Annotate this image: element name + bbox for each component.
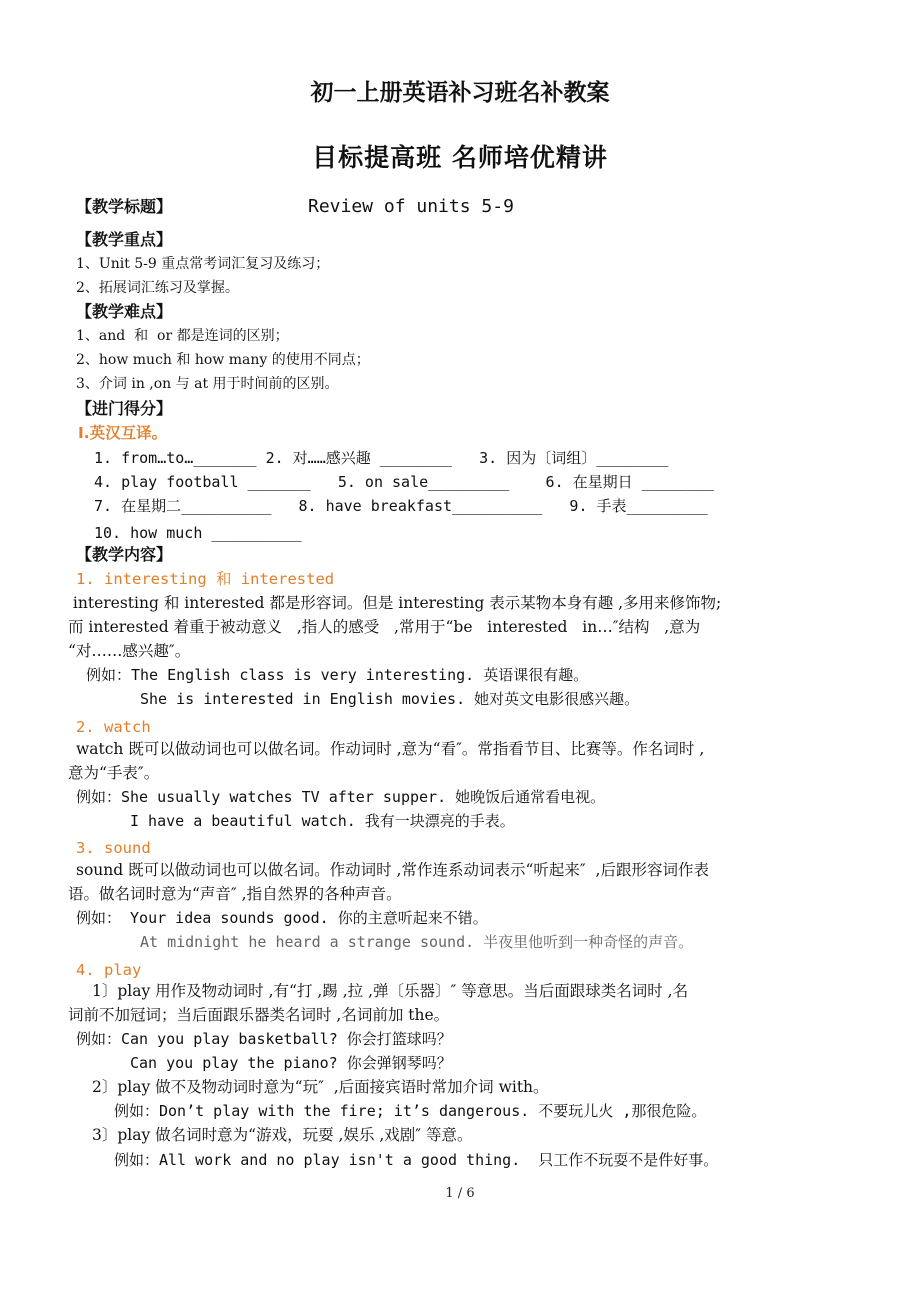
paragraph-line: interesting 和 interested 都是形容词。但是 interesting 表示某物本身有趣 ,多用来修饰物; [68,594,722,612]
section-title: 2. watch [76,718,151,736]
paragraph-line: “对……感兴趣″。 [68,642,191,660]
document-title: 初一上册英语补习班名补教案 [310,80,610,106]
difficulty-item: 2、how much 和 how many 的使用不同点； [76,352,370,368]
topic-label: 【教学标题】 [76,197,173,216]
paragraph-line: 词前不加冠词；当后面跟乐器类名词时 ,名词前加 the。 [68,1006,450,1024]
paragraph-line: sound 既可以做动词也可以做名词。作动词时 ,常作连系动词表示“听起来″ ,后跟形容词作表 [76,861,709,879]
exercise-row: 10. how much __________ [94,524,302,542]
example-line: Can you play the piano? 你会弹钢琴吗？ [130,1054,452,1072]
example-line: 例如： Your idea sounds good. 你的主意听起来不错。 [76,909,488,927]
paragraph-line: 而 interested 着重于被动意义 ,指人的感受 ,常用于“be interested in…″结构 ,意为 [68,618,701,636]
exercise-row: 4. play football _______ 5. on sale_________ 6. 在星期日 ________ [94,473,714,491]
example-line: 例如：She usually watches TV after supper. 她晚饭后通常看电视。 [76,788,606,806]
example-line: At midnight he heard a strange sound. 半夜里他听到一种奇怪的声音。 [140,933,694,951]
paragraph-line: 意为“手表″。 [68,764,160,782]
difficulty-label: 【教学难点】 [76,302,173,321]
example-line: 例如：Can you play basketball? 你会打篮球吗？ [76,1030,452,1048]
difficulty-item: 1、and 和 or 都是连词的区别； [76,328,289,344]
section-title: 1. interesting 和 interested [76,570,335,588]
focus-item: 1、Unit 5-9 重点常考词汇复习及练习； [76,256,330,272]
example-line: 例如：Don’t play with the fire; it’s dangerous. 不要玩儿火 ,那很危险。 [114,1102,707,1120]
paragraph-line: 2〕play 做不及物动词时意为“玩″ ,后面接宾语时常加介词 with。 [92,1078,549,1096]
entry-label: 【进门得分】 [76,399,173,418]
content-label: 【教学内容】 [76,545,173,564]
example-line: 例如：The English class is very interesting. 英语课很有趣。 [86,666,589,684]
exercise-row: 7. 在星期二__________ 8. have breakfast__________ 9. 手表_________ [94,497,708,515]
example-line: I have a beautiful watch. 我有一块漂亮的手表。 [130,812,515,830]
exercise-row: 1. from…to…_______ 2. 对……感兴趣 ________ 3. 因为〔词组〕________ [94,449,669,467]
paragraph-line: 1〕play 用作及物动词时 ,有“打 ,踢 ,拉 ,弹〔乐器〕″ 等意思。当后面跟球类名词时 ,名 [92,982,689,1000]
paragraph-line: watch 既可以做动词也可以做名词。作动词时 ,意为“看″。常指看节目、比赛等。作名词时 , [76,740,705,758]
document-subtitle: 目标提高班 名师培优精讲 [312,143,608,172]
paragraph-line: 语。做名词时意为“声音″ ,指自然界的各种声音。 [68,885,402,903]
topic-value: Review of units 5-9 [308,196,514,217]
paragraph-line: 3〕play 做名词时意为“游戏，玩耍 ,娱乐 ,戏剧″ 等意。 [92,1126,473,1144]
focus-label: 【教学重点】 [76,230,173,249]
focus-item: 2、拓展词汇练习及掌握。 [76,280,239,296]
entry-section-title: I.英汉互译。 [78,424,168,442]
difficulty-item: 3、介词 in ,on 与 at 用于时间前的区别。 [76,376,339,392]
section-title: 3. sound [76,839,151,857]
page-number: 1 / 6 [445,1186,475,1201]
example-line: She is interested in English movies. 她对英文电影很感兴趣。 [140,690,640,708]
section-title: 4. play [76,961,142,979]
example-line: 例如：All work and no play isn't a good thing. 只工作不玩耍不是件好事。 [114,1151,719,1169]
